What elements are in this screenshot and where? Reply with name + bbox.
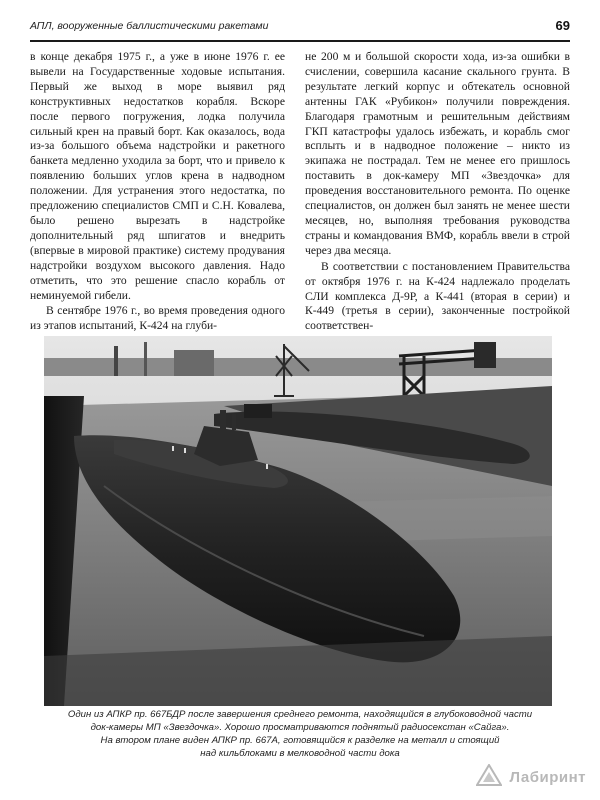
right-text-column xyxy=(305,50,570,334)
left-text-column xyxy=(30,50,285,334)
running-header-title: АПЛ, вооруженные баллистическими ракетами xyxy=(30,20,269,32)
page-number: 69 xyxy=(555,18,570,33)
caption-line-3: На втором плане виден АПКР пр. 667А, готовящийся к разделке на металл и стоящий xyxy=(100,735,500,746)
caption-line-1: Один из АПКР пр. 667БДР после завершения среднего ремонта, находящийся в глубоководной части xyxy=(67,709,533,720)
submarine-photo xyxy=(44,336,552,706)
right-paragraph-2: В соответствии с постановлением Правительства от октября 1976 г. на К-424 надлежало проделать СЛИ комплекса Д-9Р, а К-441 (вторая в серии) и К-449 (третья в серии), законченные постройкой соответствен- xyxy=(305,259,570,333)
watermark-text: Лабиринт xyxy=(509,769,586,786)
labyrinth-logo-icon xyxy=(476,764,502,786)
submarine-photo-image xyxy=(44,336,552,706)
caption-line-2: док-камеры МП «Звездочка». Хорошо просматриваются поднятый радиосекстан «Сайга». xyxy=(90,722,510,733)
caption-line-4: над кильблоками в мелководной части дока xyxy=(200,748,400,759)
running-header xyxy=(30,18,570,38)
header-rule xyxy=(30,40,570,42)
watermark xyxy=(466,760,586,790)
left-paragraph-2: В сентябре 1976 г., во время проведения одного из этапов испытаний, К-424 на глуби- xyxy=(30,304,285,333)
right-paragraph-1: не 200 м и большой скорости хода, из-за ошибки в счислении, совершила касание скального грунта. В результате легкий корпус и обтекатель основной антенны ГАК «Рубикон» получили повреждения. Благодаря грамотным и решительным действиям ГКП катастрофы удалось избежать, и корабль смог всплыть и в надводное положение – никто из экипажа не пострадал. Тем не менее его пришлось поставить в док-камеру МП «Звездочка» для проведения восстановительного ремонта. По оценке специалистов, он должен был занять не менее шести месяцев, но, выполняя требования руководства страны и командования ВМФ, корабль ввели в строй через два месяца. xyxy=(305,50,570,257)
left-paragraph-1: в конце декабря 1975 г., а уже в июне 1976 г. ее вывели на Государственные ходовые испытания. Первый же выход в море выявил ряд конструктивных недостатков корабля. Вскоре после первого погружения, лодка получила сильный крен на правый борт. Как оказалось, вода из-за большого объема надстройки и ракетного банкета медленно уходила за борт, что и привело к появлению больших углов крена в надводном положении. Для устранения этого недостатка, по предложению специалистов СМП и С.Н. Ковалева, было решено вырезать в надстройке дополнительный ряд шпигатов и внедрить (впервые в мировой практике) систему продувания надстройки воздухом высокого давления. Надо отметить, что это решение спасло корабль от неминуемой гибели. xyxy=(30,50,285,302)
photo-caption xyxy=(60,708,540,760)
